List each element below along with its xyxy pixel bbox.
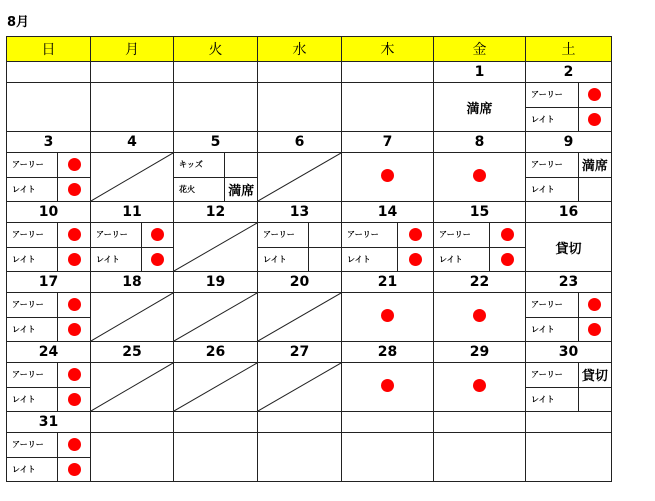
closed-slash: [91, 363, 173, 411]
early-label: アーリー: [342, 223, 397, 248]
day-number: 2: [526, 62, 612, 83]
weekday-header-row: [7, 37, 612, 62]
available-dot: [473, 169, 486, 182]
closed-slash: [258, 153, 341, 201]
day-number: 8: [434, 132, 526, 153]
status-full: 満席: [579, 153, 611, 178]
day-number: 7: [342, 132, 434, 153]
available-dot: [68, 228, 81, 241]
day-number: 16: [526, 202, 612, 223]
available-dot: [501, 228, 514, 241]
week3-date-row: [7, 202, 612, 223]
weekday-sun: 日: [7, 37, 91, 62]
week3-body-row: [7, 223, 612, 272]
available-dot: [151, 228, 164, 241]
available-dot: [473, 379, 486, 392]
early-label: アーリー: [526, 83, 578, 108]
day-number: 23: [526, 272, 612, 293]
weekday-mon: 月: [91, 37, 174, 62]
week6-body-row: [7, 433, 612, 482]
available-dot: [588, 88, 601, 101]
available-dot: [381, 379, 394, 392]
closed-slash: [91, 293, 173, 341]
calendar-table: [6, 36, 612, 482]
late-label: レイト: [96, 254, 120, 264]
day-cell-8[interactable]: [434, 153, 526, 202]
empty-cell: [91, 83, 174, 132]
day-number: 24: [7, 342, 91, 363]
day-cell-closed: [91, 293, 174, 342]
available-dot: [68, 183, 81, 196]
available-dot: [68, 463, 81, 476]
empty-cell: [434, 412, 526, 433]
status-full: 満席: [228, 183, 255, 199]
day-cell-28[interactable]: [342, 363, 434, 412]
available-dot: [381, 169, 394, 182]
day-cell-3[interactable]: [7, 153, 91, 202]
late-label: レイト: [263, 254, 287, 264]
weekday-wed: 水: [258, 37, 342, 62]
day-number: 13: [258, 202, 342, 223]
empty-cell: [91, 433, 174, 482]
day-cell-closed: [174, 223, 258, 272]
day-cell-13[interactable]: [258, 223, 342, 272]
kids-label: キッズ: [174, 153, 224, 178]
day-cell-23[interactable]: [526, 293, 612, 342]
day-cell-24[interactable]: [7, 363, 91, 412]
day-number: 10: [7, 202, 91, 223]
day-cell-closed: [258, 363, 342, 412]
empty-cell: [526, 412, 612, 433]
available-dot: [588, 298, 601, 311]
late-label: レイト: [439, 254, 463, 264]
day-cell-17[interactable]: [7, 293, 91, 342]
early-label: アーリー: [526, 363, 578, 388]
late-label: レイト: [12, 464, 36, 474]
closed-slash: [174, 223, 257, 271]
early-label: アーリー: [526, 293, 578, 318]
weekday-tue: 火: [174, 37, 258, 62]
empty-cell: [526, 433, 612, 482]
week4-body-row: [7, 293, 612, 342]
day-cell-21[interactable]: [342, 293, 434, 342]
week4-date-row: [7, 272, 612, 293]
closed-slash: [174, 293, 257, 341]
day-cell-5[interactable]: [174, 153, 258, 202]
week1-body-row: [7, 83, 612, 132]
empty-cell: [342, 412, 434, 433]
empty-cell: [258, 412, 342, 433]
week1-date-row: [7, 62, 612, 83]
week6-date-row: [7, 412, 612, 433]
day-cell-30[interactable]: [526, 363, 612, 412]
empty-cell: [91, 62, 174, 83]
early-label: アーリー: [7, 293, 57, 318]
available-dot: [409, 253, 422, 266]
day-number: 9: [526, 132, 612, 153]
day-number: 27: [258, 342, 342, 363]
empty-cell: [174, 83, 258, 132]
day-cell-closed: [91, 363, 174, 412]
day-number: 25: [91, 342, 174, 363]
available-dot: [68, 158, 81, 171]
day-cell-16[interactable]: [526, 223, 612, 272]
week2-body-row: [7, 153, 612, 202]
available-dot: [473, 309, 486, 322]
empty-cell: [174, 412, 258, 433]
closed-slash: [258, 293, 341, 341]
day-number: 28: [342, 342, 434, 363]
day-number: 5: [174, 132, 258, 153]
day-cell-closed: [91, 153, 174, 202]
fireworks-label: 花火: [179, 184, 195, 194]
available-dot: [501, 253, 514, 266]
early-label: アーリー: [258, 223, 308, 248]
day-cell-2[interactable]: [526, 83, 612, 132]
empty-cell: [7, 83, 91, 132]
available-dot: [151, 253, 164, 266]
late-label: レイト: [12, 324, 36, 334]
day-cell-9[interactable]: [526, 153, 612, 202]
empty-cell: [174, 62, 258, 83]
late-label: レイト: [12, 254, 36, 264]
available-dot: [68, 368, 81, 381]
late-label: レイト: [531, 324, 555, 334]
available-dot: [68, 323, 81, 336]
day-number: 14: [342, 202, 434, 223]
day-cell-7[interactable]: [342, 153, 434, 202]
empty-cell: [342, 62, 434, 83]
available-dot: [68, 253, 81, 266]
closed-slash: [91, 153, 173, 201]
empty-cell: [91, 412, 174, 433]
day-number: 21: [342, 272, 434, 293]
empty-cell: [174, 433, 258, 482]
day-number: 1: [434, 62, 526, 83]
week5-body-row: [7, 363, 612, 412]
late-label: レイト: [531, 184, 555, 194]
day-number: 12: [174, 202, 258, 223]
empty-cell: [7, 62, 91, 83]
early-label: アーリー: [7, 153, 57, 178]
early-label: アーリー: [91, 223, 141, 248]
empty-cell: [258, 433, 342, 482]
day-number: 19: [174, 272, 258, 293]
day-cell-closed: [174, 363, 258, 412]
weekday-sat: 土: [526, 37, 612, 62]
day-cell-29[interactable]: [434, 363, 526, 412]
week5-date-row: [7, 342, 612, 363]
empty-cell: [258, 62, 342, 83]
late-label: レイト: [531, 114, 555, 124]
day-cell-11[interactable]: [91, 223, 174, 272]
early-label: アーリー: [7, 433, 57, 458]
day-number: 15: [434, 202, 526, 223]
day-number: 11: [91, 202, 174, 223]
day-cell-10[interactable]: [7, 223, 91, 272]
day-cell-22[interactable]: [434, 293, 526, 342]
day-number: 17: [7, 272, 91, 293]
day-number: 3: [7, 132, 91, 153]
available-dot: [68, 298, 81, 311]
available-dot: [588, 323, 601, 336]
day-cell-closed: [174, 293, 258, 342]
available-dot: [68, 438, 81, 451]
empty-cell: [258, 83, 342, 132]
day-cell-closed: [258, 153, 342, 202]
day-cell-1[interactable]: [434, 83, 526, 132]
status-charter: 貸切: [579, 363, 611, 388]
day-number: 29: [434, 342, 526, 363]
day-number: 20: [258, 272, 342, 293]
month-title: 8月: [7, 15, 30, 30]
empty-cell: [342, 433, 434, 482]
status-charter: 貸切: [555, 241, 582, 257]
late-label: レイト: [12, 184, 36, 194]
available-dot: [409, 228, 422, 241]
day-cell-14[interactable]: [342, 223, 434, 272]
day-cell-31[interactable]: [7, 433, 91, 482]
late-label: レイト: [531, 394, 555, 404]
week2-date-row: [7, 132, 612, 153]
late-label: レイト: [347, 254, 371, 264]
weekday-thu: 木: [342, 37, 434, 62]
empty-cell: [434, 433, 526, 482]
closed-slash: [258, 363, 341, 411]
day-number: 31: [7, 412, 91, 433]
day-cell-15[interactable]: [434, 223, 526, 272]
status-full: 満席: [466, 101, 493, 117]
day-number: 6: [258, 132, 342, 153]
day-number: 30: [526, 342, 612, 363]
available-dot: [68, 393, 81, 406]
day-number: 18: [91, 272, 174, 293]
day-number: 22: [434, 272, 526, 293]
early-label: アーリー: [434, 223, 489, 248]
closed-slash: [174, 363, 257, 411]
day-cell-closed: [258, 293, 342, 342]
early-label: アーリー: [526, 153, 578, 178]
late-label: レイト: [12, 394, 36, 404]
available-dot: [588, 113, 601, 126]
empty-cell: [342, 83, 434, 132]
available-dot: [381, 309, 394, 322]
weekday-fri: 金: [434, 37, 526, 62]
early-label: アーリー: [7, 223, 57, 248]
early-label: アーリー: [7, 363, 57, 388]
day-number: 4: [91, 132, 174, 153]
day-number: 26: [174, 342, 258, 363]
